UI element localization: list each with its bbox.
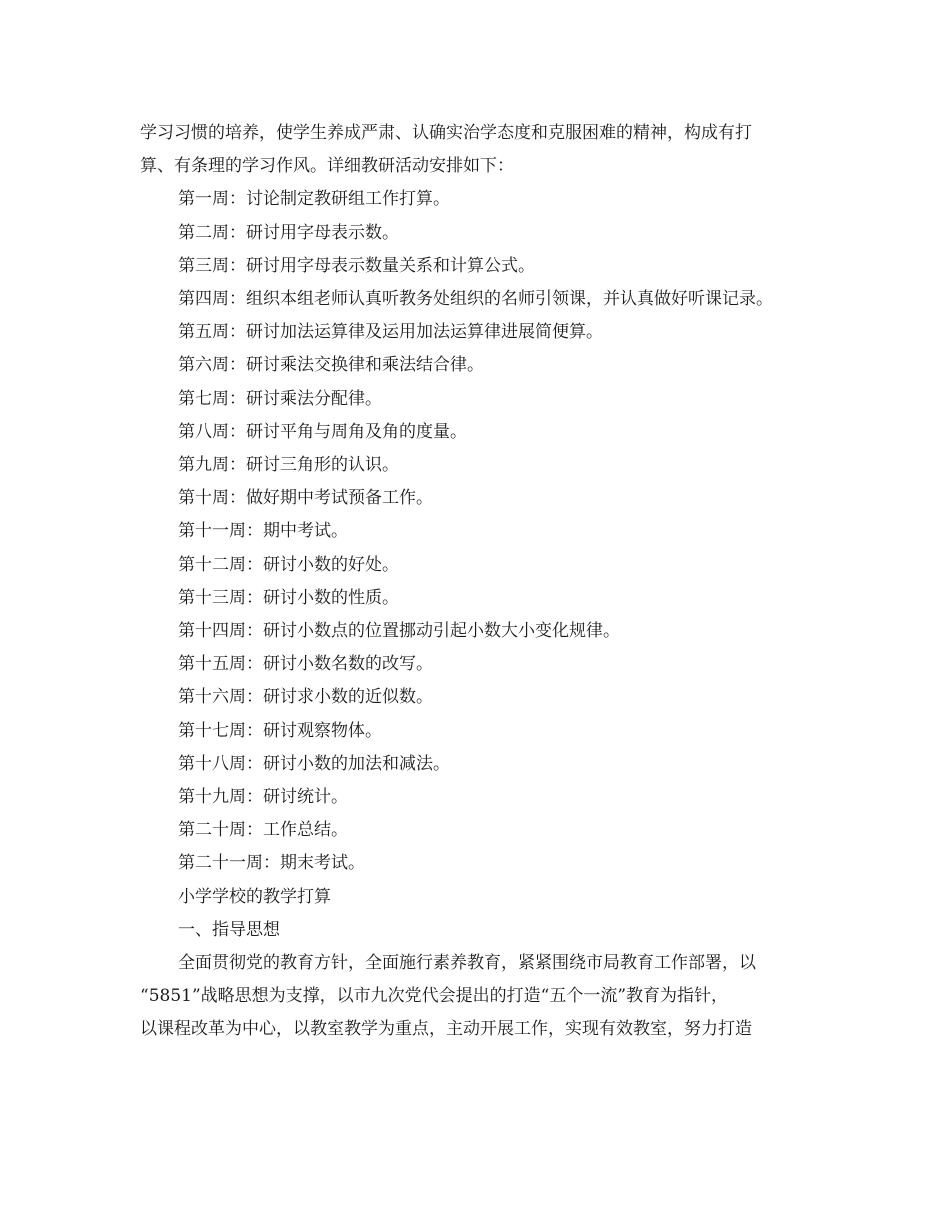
schedule-item: 第九周：研讨三角形的认识。 <box>178 455 399 476</box>
schedule-item: 第十三周：研讨小数的性质。 <box>178 587 399 608</box>
body-line: “5851”战略思想为支撑，以市九次党代会提出的打造“五个一流”教育为指针， <box>140 986 729 1007</box>
schedule-item: 第十六周：研讨求小数的近似数。 <box>178 687 433 708</box>
schedule-item: 第一周：讨论制定教研组工作打算。 <box>178 189 450 210</box>
subsection-title: 一、指导思想 <box>178 919 280 940</box>
intro-line: 算、有条理的学习作风。详细教研活动安排如下： <box>140 156 514 177</box>
schedule-item: 第二十周：工作总结。 <box>178 820 348 841</box>
schedule-item: 第五周：研讨加法运算律及运用加法运算律进展简便算。 <box>178 322 603 343</box>
schedule-item: 第十二周：研讨小数的好处。 <box>178 554 399 575</box>
schedule-item: 第十四周：研讨小数点的位置挪动引起小数大小变化规律。 <box>178 621 620 642</box>
schedule-item: 第四周：组织本组老师认真听教务处组织的名师引领课，并认真做好听课记录。 <box>178 289 773 310</box>
schedule-item: 第十五周：研讨小数名数的改写。 <box>178 654 433 675</box>
schedule-item: 第十七周：研讨观察物体。 <box>178 720 382 741</box>
schedule-item: 第二十一周：期末考试。 <box>178 853 365 874</box>
section-title: 小学学校的教学打算 <box>178 886 331 907</box>
schedule-item: 第十周：做好期中考试预备工作。 <box>178 488 433 509</box>
schedule-item: 第二周：研讨用字母表示数。 <box>178 222 399 243</box>
schedule-item: 第七周：研讨乘法分配律。 <box>178 388 382 409</box>
intro-line: 学习习惯的培养，使学生养成严肃、认确实治学态度和克服困难的精神，构成有打 <box>140 123 752 143</box>
schedule-item: 第十八周：研讨小数的加法和减法。 <box>178 753 450 774</box>
schedule-item: 第十一周：期中考试。 <box>178 521 348 542</box>
schedule-item: 第三周：研讨用字母表示数量关系和计算公式。 <box>178 255 535 276</box>
body-line: 以课程改革为中心，以教室教学为重点，主动开展工作，实现有效教室，努力打造 <box>140 1019 752 1040</box>
schedule-item: 第八周：研讨平角与周角及角的度量。 <box>178 421 467 442</box>
schedule-item: 第六周：研讨乘法交换律和乘法结合律。 <box>178 355 484 376</box>
body-line: 全面贯彻党的教育方针，全面施行素养教育，紧紧围绕市局教育工作部署，以 <box>178 953 756 974</box>
schedule-item: 第十九周：研讨统计。 <box>178 787 348 808</box>
document-body <box>140 117 830 1047</box>
